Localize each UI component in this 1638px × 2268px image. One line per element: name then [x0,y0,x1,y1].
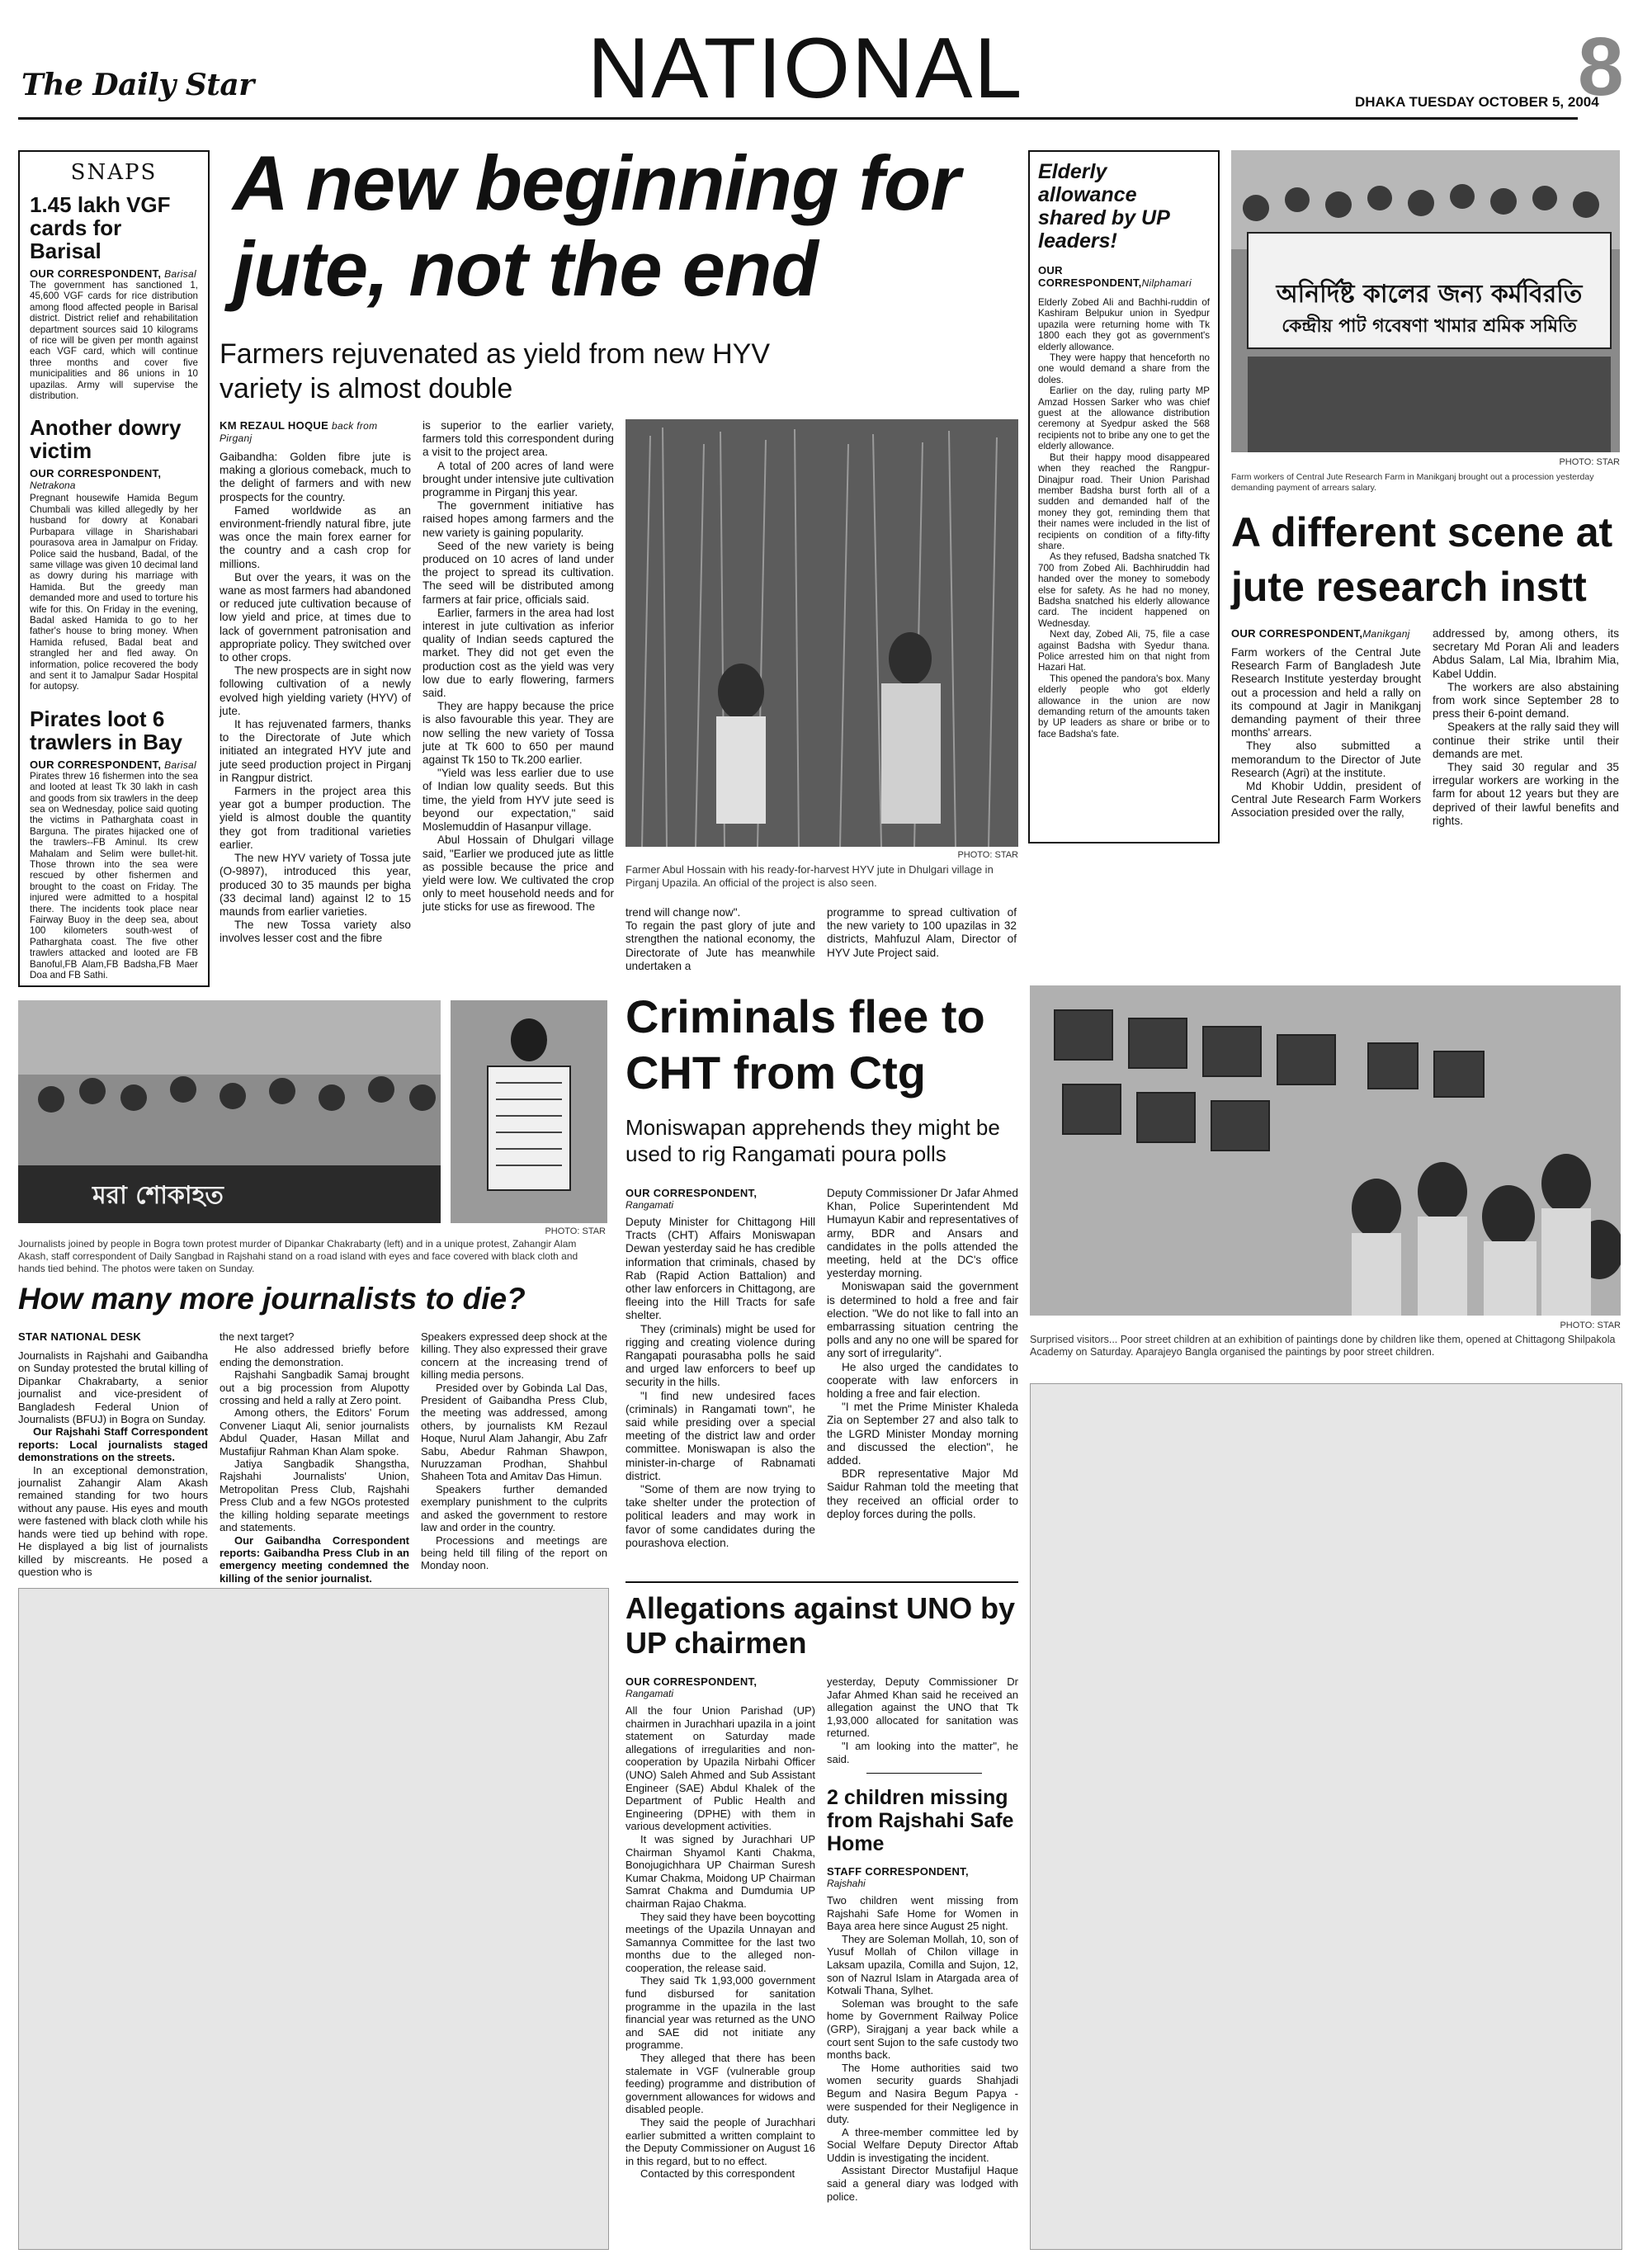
uno-byline: OUR CORRESPONDENT, [625,1675,758,1688]
snaps-label: SNAPS [70,160,158,185]
jute-farmer-photo [625,419,1018,847]
snap-text: The government has sanctioned 1, 45,600 VGF cards for rice distribution among flood affected people in Barisal district. District relief and rehabilitation department sources said 10 kilograms of rice will be given per month against each VGF card, which will continue three months and cover five municipalities and 86 unions in 10 upazilas. Army will supervise the distribution. [30,280,198,402]
banner-text-2: কেন্দ্রীয় পাট গবেষণা খামার শ্রমিক সমিতি [1282,316,1577,337]
uno-col1-text: All the four Union Parishad (UP) chairmen in Jurachhari upazila in a joint statement on Saturday made allegations of irregularities and non-cooperation by Upazila Nirbahi Officer (UNO) Saleh Ahmed and Sub Assistant Engineer (SAE) Abdul Khalek of the Department of Public Health and Engineering (DPHE) with them in various development activities. It was signed by Jurachhari UP Chairman Shyamol Kanti Chakma, Bonojugichhara UP Chairman Suresh Kumar Chakma, Moidong UP Chairman Samrat Chakma and Dumdumia UP chairman Rajao Chakma. They said they have been boycotting meetings of the Upazila Unnayan and Samannya Committee for the last two months due to the alleged non-cooperation, the release said. They said Tk 1,93,000 government fund disbursed for sanitation programme in the upazila in the last financial year was returned as the UNO and SAE did not initiate any programme. They alleged that there has been stalemate in VGF (vulnerable group feeding) programme and distribution of government allowances for widows and disabled people. They said the people of Jurachhari earlier submitted a written complaint to the Deputy Commissioner on August 16 in this regard, but to no effect. Contacted by this correspondent [625,1704,815,2181]
children-headline: 2 children missing from Rajshahi Safe Home [827,1786,1014,1855]
journalists-photo-credit: PHOTO: STAR [545,1226,606,1236]
journalists-col1-text: Journalists in Rajshahi and Gaibandha on Sunday protested the brutal killing of Dipankar Chakrabarty, a senior journalist and vice-president of Bangladesh Federal Union of Journalists (BFUJ) in Bogra on Sunday. Our Rajshahi Staff Correspondent reports: Local journalists staged demonstrations on the streets. In an exceptional demonstration, journalist Zahangir Alam Akash remained standing for two hours without any pause. His eyes and mouth were fastened with black cloth while his hands were tied up behind with rope. He displayed a big list of journalists killed by miscreants. He posed a question who is [18,1349,208,1578]
snap-headline: 1.45 lakh VGF cards for Barisal [30,192,171,263]
ad-space-left [18,1588,609,2250]
children-divider [866,1773,982,1774]
uno-col-1 [625,1675,815,2181]
research-photo-caption: Farm workers of Central Jute Research Farm in Manikganj brought out a procession yesterday demanding payment of arrears salary. [1231,472,1594,493]
snap-item [30,416,198,692]
uno-headline: Allegations against UNO by UP chairmen [625,1591,1016,1660]
protester-illustration [451,1000,607,1223]
dateline: DHAKA TUESDAY OCTOBER 5, 2004 [1355,94,1599,110]
jute-col1-text: Gaibandha: Golden fibre jute is making a glorious comeback, much to the delight of farmers and with new prospects for the country. Famed worldwide as an environment-friendly natural fibre, jute was once the main forex earner for the country and a cash crop for millions. But over the years, it was on the wane as most farmers had abandoned or reduced jute cultivation because of low yield and price, at times due to lack of government patronisation and appropriate policy. They switched over to other crops. The new prospects are in sight now following cultivation of a newly evolved high yielding variety (HYV) of jute. It has rejuvenated farmers, thanks to the Directorate of Jute which initiated an integrated HYV jute and jute seed production project in Pirganj in Rangpur district. Farmers in the project area this year got a bumper production. The yield is almost double the quantity they got from traditional varieties earlier. The new HYV variety of Tossa jute (O-9897), introduced this year, produced 30 to 35 maunds per bigha (33 decimal land) against l2 to 15 maunds from earlier varieties. The new Tossa variety also involves lesser cost and the fibre [220,451,411,945]
jute-subhead: Farmers rejuvenated as yield from new HYV variety is almost double [220,338,771,404]
journalists-col-3: Speakers expressed deep shock at the killing. They also expressed their grave concern at the increasing trend of killing media persons. Presided over by Gobinda Lal Das, President of Gaibandha Press Club, the meeting was addressed, among others, by journalists KM Rezaul Hoque, Nurul Alam Jahangir, Abu Zafr Sabu, Abedur Rahman Shawpon, Nuruzzaman Prodhan, Shahbul Shaheen Tota and Amitav Das Himun. Speakers further demanded exemplary punishment to the culprits and asked the government to restore law and order in the country. Processions and meetings are being held till filing of the report on Monday noon. [421,1330,607,1572]
bogra-protest-photo [18,1000,441,1223]
snap-headline: Another dowry victim [30,415,182,464]
snap-item [30,707,198,981]
snap-text: Pregnant housewife Hamida Begum Chumbali was killed allegedly by her husband for dowry at Konabari Purbapara village in Sharishabari pourasova area in Jamalpur on Friday. Police said the husband, Badal, of the same village was given 10 decimal land as dowry during his marriage with Hamida. But the greedy man demanded more and used to torture his wife for this. On Friday in the evening, Badal asked Hamida to go to her father's house to bring money. When Hamida refused, Badal beat and strangled her and fled away. On information, police recovered the body and sent it to Jamalpur Sadar Hospital for autopsy. [30,493,198,692]
section-title: NATIONAL [588,21,1024,116]
snap-byline: OUR CORRESPONDENT, Barisal [30,758,196,771]
uno-top-rule [625,1581,1018,1583]
snap-location: Netrakona [30,480,76,492]
elderly-box [1028,150,1220,843]
masthead-rule [18,117,1578,120]
criminals-col-1 [625,1187,815,1550]
elderly-headline: Elderly allowance shared by UP leaders! [1038,160,1169,253]
jute-field-illustration [625,419,1018,847]
akash-protest-photo [451,1000,607,1223]
snaps-box [18,150,210,987]
uno-location: Rangamati [625,1688,674,1699]
jute-photo-credit: PHOTO: STAR [957,850,1018,860]
exhibition-illustration [1030,985,1621,1316]
research-photo-credit: PHOTO: STAR [1559,457,1620,467]
exhibition-caption: Surprised visitors... Poor street children at an exhibition of paintings done by children like them, opened at Chittagong Shilpakola Academy on Saturday. Aparajeyo Bangla organised the paintings by poor street children. [1030,1334,1616,1358]
snap-byline: OUR CORRESPONDENT, Barisal [30,267,196,280]
jute-headline: A new beginning for jute, not the end [233,139,960,312]
snap-text: Pirates threw 16 fishermen into the sea and looted at least Tk 30 lakh in cash and goods from six trawlers in the deep sea on Wednesday, police said quoting the victims in Patharghata coast in Barguna. The pirates hijacked one of the trawlers--FB Aminul. Its crew Mahalam and Selim were bullet-hit. Those thrown into the sea were rescued by other fishermen and brought to the coast on Friday. The injured were admitted to a hospital there. The incidents took place near Fairway Buoy in the deep sea, about 100 kilometers south-west of Patharghata coast. The five other trawlers attacked and looted are FB Banoful,FB Alam,FB Badsha,FB Maer Doa and FB Sathi. [30,770,198,981]
page-number: 8 [1578,21,1624,113]
research-procession-photo [1231,150,1620,452]
criminals-col1-text: Deputy Minister for Chittagong Hill Tracts (CHT) Affairs Moniswapan Dewan yesterday said he has credible information that criminals, chased by Rab (Rapid Action Battalion) and other law enforcers in Chittagong, are fleeing into the Hill Tracts for safe shelter. They (criminals) might be used for rigging and creating violence during Rangapati pourasabha polls he said and urged law enforcers to beef up security in the hills. "I find new undesired faces (criminals) in Rangamati town", he said while presiding over a special meeting of the district law and order committee. Moniswapan is also the minister-in-charge of Rabnamati district. "Some of them are now trying to take shelter under the protection of political leaders and may work in favor of some candidates during the pourashova election. [625,1216,815,1549]
elderly-byline: OUR CORRESPONDENT,Nilphamari [1038,264,1192,289]
exhibition-photo-credit: PHOTO: STAR [1560,1321,1621,1330]
snap-byline: OUR CORRESPONDENT, [30,467,162,480]
research-col-1 [1231,627,1421,820]
jute-col2-text: is superior to the earlier variety, farmers told this correspondent during a visit to the project area. A total of 200 acres of land were brought under intensive jute cultivation programme in Pirganj this year. The government initiative has raised hopes among farmers and the new variety is gaining popularity. Seed of the new variety is being produced on 10 acres of land under the project to spread its cultivation. The seed will be distributed among farmers at fair price, officials said. Earlier, farmers in the area had lost interest in jute cultivation as inferior quality of Indian seeds captured the market. They did not get even the production cost as the yield was very low due to early flowering, farmers said. They are happy because the price is also favourable this year. They are now selling the new variety of Tossa jute at Tk 600 to 650 per maund against Tk 150 to Tk.200 earlier. "Yield was less earlier due to use of Indian low quality seeds. But this time, the yield from HYV jute seed is beyond our expectation," said Moslemuddin of Hasanpur village. Abul Hossain of Dhulgari village said, "Earlier we produced jute as little as possible because the price and yield were low. We cultivated the crop only to meet household needs and for jute sticks for use as firewood. The [422,419,614,914]
rally-illustration [18,1000,441,1223]
criminals-subhead: Moniswapan apprehends they might be used to rig Rangamati poura polls [625,1115,1000,1166]
rally-banner-text: মরা শোকাহত [92,1181,224,1210]
jute-col-1 [220,419,411,946]
uno-col-2: yesterday, Deputy Commissioner Dr Jafar Ahmed Khan said he received an allegation against the UNO that Tk 1,93,000 allocated for sanitation was returned. "I am looking into the matter", he said. [827,1675,1018,1765]
paper-name: The Daily Star [21,68,254,102]
journalists-photo-caption: Journalists joined by people in Bogra town protest murder of Dipankar Chakrabarty (left) and in a unique protest, Zahangir Alam Akash, staff correspondent of Daily Sangbad in Rajshahi stand on a road island with eyes and face covered with black cloth and hands tied behind. The photos were taken on Sunday. [18,1238,578,1274]
banner-text: অনির্দিষ্ট কালের জন্য কর্মবিরতি [1276,280,1583,309]
masthead [18,21,1624,124]
children-story [827,1786,1018,2203]
criminals-headline: Criminals flee to CHT from Ctg [625,990,985,1099]
criminals-location: Rangamati [625,1199,674,1211]
journalists-headline: How many more journalists to die? [18,1282,526,1316]
journalists-col-2: the next target? He also addressed briefly before ending the demonstration. Rajshahi Sangbadik Samaj brought out a big procession from Alupotty crossing and held a rally at Zero point. Among others, the Editors' Forum Convener Liaqut Ali, senior journalists Abdul Quader, Hasan Millat and Mustafijur Rahman Khan Alam spoke. Jatiya Sangbadik Shangstha, Rajshahi Journalists' Union, Metropolitan Press Club, Rajshahi Press Club and a few NGOs protested the killing holding separate meetings and statements. Our Gaibandha Correspondent reports: Gaibandha Press Club in an emergency meeting condemned the killing of the senior journalist. [220,1330,409,1585]
journalists-col-1 [18,1330,208,1578]
jute-byline: KM REZAUL HOQUE back from Pirganj [220,419,378,444]
jute-photo-caption: Farmer Abul Hossain with his ready-for-harvest HYV jute in Dhulgari village in Pirganj Upazila. An official of the project is also seen. [625,863,994,889]
jute-col-2 [422,419,614,914]
children-location: Rajshahi [827,1878,866,1889]
snap-item [30,193,198,401]
research-col-2: addressed by, among others, its secretary Md Poran Ali and leaders Abdus Salam, Lal Mia, Ibrahim Mia, Kabel Uddin. The workers are also abstaining from work since September 28 to press their 6-point demand. Speakers at the rally said they will continue their strike until their demands are met. They said 30 regular and 35 irregular workers are working in the farm for about 12 years but they are deprived of their lawful benefits and rights. [1433,627,1619,827]
jute-col-3: trend will change now". To regain the past glory of jute and strengthen the national economy, the Directorate of Jute has meanwhile undertaken a [625,906,815,972]
children-text: Two children went missing from Rajshahi Safe Home for Women in Baya area here since August 25 night. They are Soleman Mollah, 10, son of Yusuf Mollah of Chilon village in Laksam upazila, Comilla and Sujon, 12, son of Nazrul Islam in Atargada area of Kotwali Thana, Sylhet. Soleman was brought to the safe home by Government Railway Police (GRP), Sirajganj a year back while a court sent Sujon to the safe custody two months back. The Home authorities said two women security guards Shahjadi Begum and Nasira Begum Papya - were suspended for their Negligence in duty. A three-member committee led by Social Welfare Deputy Director Aftab Uddin is investigating the incident. Assistant Director Mustafijul Haque said a general diary was lodged with police. [827,1894,1018,2203]
criminals-col-2: Deputy Commissioner Dr Jafar Ahmed Khan, Police Superintendent Md Humayun Kabir and representatives of army, BDR and Ansars and candidates in the polls attended the meeting, held at the DC's office yesterday morning. Moniswapan said the government is determined to hold a free and fair election. "We do not like to fall into an embarrassing situation centring the polls and any no one will be spared for any sort of irregularity". He also urged the candidates to cooperate with law enforcers in holding a free and fair election. "I met the Prime Minister Khaleda Zia on September 27 and also talk to the LGRD Minister Monday morning and discussed the election", he added. BDR representative Major Md Saidur Rahman told the meeting that they received an official order to deploy forces during the polls. [827,1187,1018,1520]
journalists-byline: STAR NATIONAL DESK [18,1330,142,1343]
research-col1-text: Farm workers of the Central Jute Research Farm of Bangladesh Jute Research Institute yesterday brought out a procession and held a rally on its compound at Jagir in Manikganj demanding payment of their three months' arrears. They also submitted a memorandum to the Director of Jute Research (Agri) at the institute. Md Khobir Uddin, president of Central Jute Research Farm Workers Association presided over the rally, [1231,646,1421,820]
ad-space-right [1030,1383,1622,2250]
jute-col-4: programme to spread cultivation of the new variety to 100 upazilas in 32 districts, Mahfuzul Alam, Director of HYV Jute Project said. [827,906,1017,959]
criminals-byline: OUR CORRESPONDENT, [625,1187,758,1199]
research-byline: OUR CORRESPONDENT,Manikganj [1231,627,1410,640]
elderly-text: Elderly Zobed Ali and Bachhi-ruddin of Kashiram Belpukur union in Syedpur upazila were returning home with Tk 1800 each they got as government's elderly allowance. They were happy that henceforth no one would demand a share from the doles. Earlier on the day, ruling party MP Amzad Hossen Sarker who was chief guest at the allowance distribution ceremony at Syedpur asked the 568 recipients not to bribe any one to get the elderly allowance. But their happy mood disappeared when they reached the Rangpur-Dinajpur road. Their Union Parishad member Badsha burst forth all of a sudden and demanded half of the money they got, reminding them that their names were included in the list of recipients on condition of a fifty-fifty share. As they refused, Badsha snatched Tk 700 from Zobed Ali. Bachhiruddin had handed over the money to somebody else for safety. As he had no money, Badsha snatched his elderly allowance card. The incident happened on Wednesday. Next day, Zobed Ali, 75, file a case against Badsha with Syedur thana. Police arrested him on that night from Hazari Hat. This opened the pandora's box. Many elderly people who got elderly allowance in the union are now demanding return of the amounts taken by UP leaders as share or bribe or to face Badsha's fate. [1038,297,1210,739]
exhibition-photo [1030,985,1621,1316]
snap-headline: Pirates loot 6 trawlers in Bay [30,706,182,754]
children-byline: STAFF CORRESPONDENT, [827,1865,969,1878]
research-headline: A different scene at jute research instt [1231,509,1613,610]
